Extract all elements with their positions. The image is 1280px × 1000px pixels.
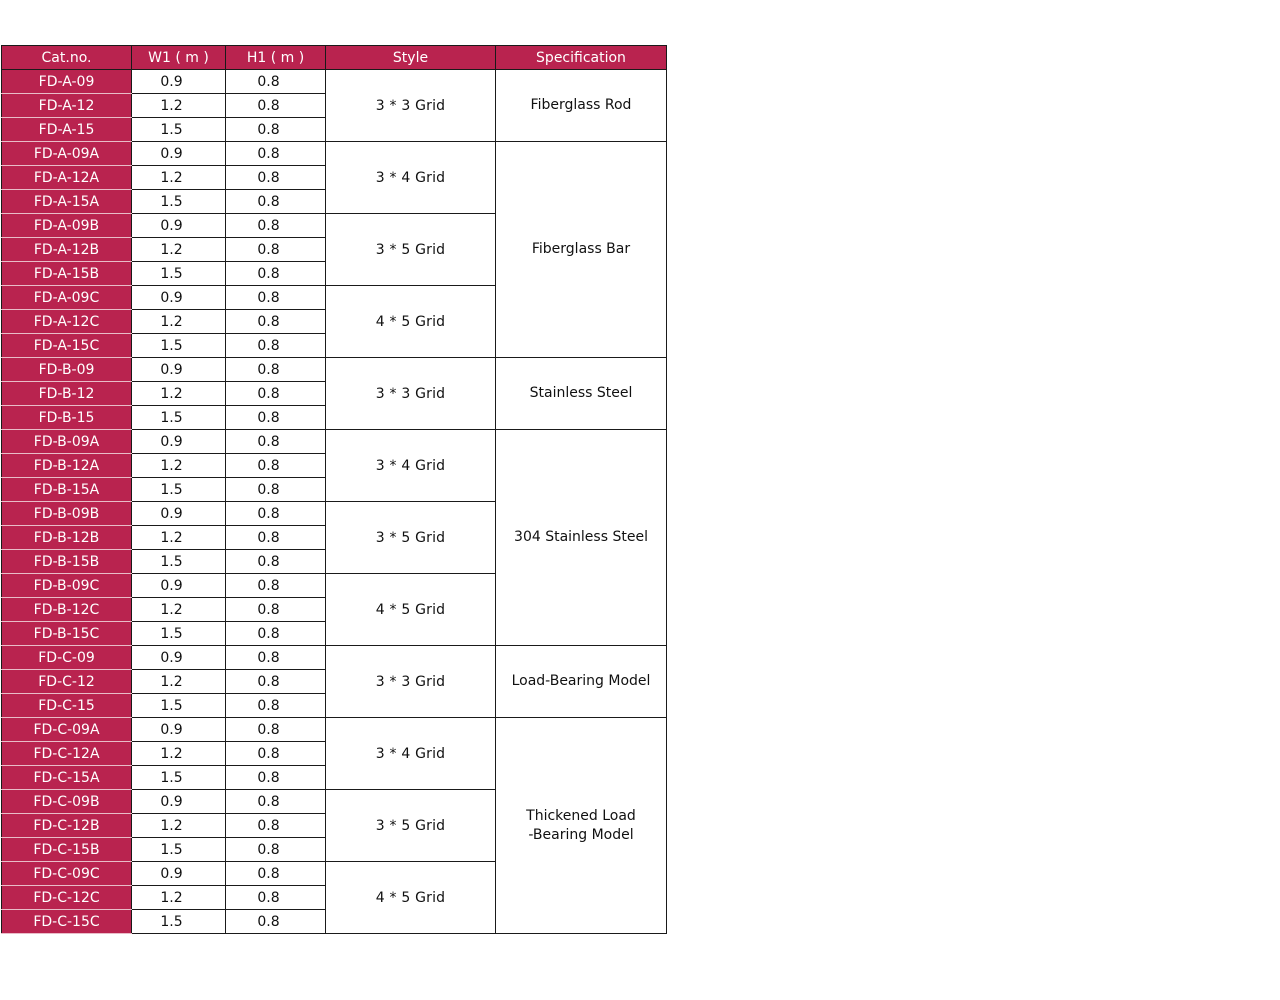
w1-cell: 1.2 [132, 238, 226, 262]
style-cell: 3 * 3 Grid [326, 70, 496, 142]
cat-no-cell: FD-B-09B [2, 502, 132, 526]
h1-cell: 0.8 [226, 262, 326, 286]
style-cell: 3 * 4 Grid [326, 430, 496, 502]
h1-cell: 0.8 [226, 550, 326, 574]
specification-cell: 304 Stainless Steel [496, 430, 667, 646]
w1-cell: 1.5 [132, 550, 226, 574]
w1-cell: 1.5 [132, 622, 226, 646]
cat-no-cell: FD-A-09 [2, 70, 132, 94]
w1-cell: 1.2 [132, 742, 226, 766]
style-cell: 3 * 3 Grid [326, 358, 496, 430]
h1-cell: 0.8 [226, 310, 326, 334]
style-cell: 3 * 4 Grid [326, 718, 496, 790]
w1-cell: 0.9 [132, 862, 226, 886]
w1-cell: 1.5 [132, 694, 226, 718]
w1-cell: 1.5 [132, 838, 226, 862]
style-cell: 3 * 4 Grid [326, 142, 496, 214]
w1-cell: 0.9 [132, 430, 226, 454]
table-row [2, 142, 667, 166]
style-cell: 4 * 5 Grid [326, 286, 496, 358]
cat-no-cell: FD-C-15B [2, 838, 132, 862]
w1-cell: 1.2 [132, 310, 226, 334]
w1-cell: 1.2 [132, 166, 226, 190]
h1-cell: 0.8 [226, 190, 326, 214]
w1-cell: 0.9 [132, 70, 226, 94]
cat-no-cell: FD-B-15A [2, 478, 132, 502]
w1-cell: 0.9 [132, 214, 226, 238]
h1-cell: 0.8 [226, 862, 326, 886]
cat-no-cell: FD-B-09 [2, 358, 132, 382]
w1-cell: 1.5 [132, 406, 226, 430]
specification-cell: Fiberglass Bar [496, 142, 667, 358]
cat-no-cell: FD-B-15 [2, 406, 132, 430]
w1-cell: 1.5 [132, 910, 226, 934]
w1-cell: 1.5 [132, 262, 226, 286]
w1-cell: 0.9 [132, 286, 226, 310]
style-cell: 3 * 5 Grid [326, 790, 496, 862]
w1-cell: 1.2 [132, 886, 226, 910]
h1-cell: 0.8 [226, 430, 326, 454]
style-cell: 3 * 5 Grid [326, 214, 496, 286]
h1-cell: 0.8 [226, 142, 326, 166]
cat-no-cell: FD-B-15B [2, 550, 132, 574]
h1-cell: 0.8 [226, 598, 326, 622]
table-row [2, 70, 667, 94]
header-w1: W1 ( m ) [132, 46, 226, 70]
w1-cell: 0.9 [132, 574, 226, 598]
spec-table [1, 45, 667, 934]
w1-cell: 1.5 [132, 766, 226, 790]
cat-no-cell: FD-A-15C [2, 334, 132, 358]
h1-cell: 0.8 [226, 694, 326, 718]
h1-cell: 0.8 [226, 814, 326, 838]
w1-cell: 0.9 [132, 358, 226, 382]
w1-cell: 1.2 [132, 382, 226, 406]
h1-cell: 0.8 [226, 742, 326, 766]
w1-cell: 1.5 [132, 478, 226, 502]
w1-cell: 0.9 [132, 790, 226, 814]
h1-cell: 0.8 [226, 238, 326, 262]
h1-cell: 0.8 [226, 526, 326, 550]
cat-no-cell: FD-A-12B [2, 238, 132, 262]
h1-cell: 0.8 [226, 646, 326, 670]
w1-cell: 0.9 [132, 646, 226, 670]
w1-cell: 0.9 [132, 142, 226, 166]
cat-no-cell: FD-C-09C [2, 862, 132, 886]
h1-cell: 0.8 [226, 70, 326, 94]
cat-no-cell: FD-A-09B [2, 214, 132, 238]
cat-no-cell: FD-A-09C [2, 286, 132, 310]
w1-cell: 0.9 [132, 502, 226, 526]
cat-no-cell: FD-B-12 [2, 382, 132, 406]
cat-no-cell: FD-C-15A [2, 766, 132, 790]
header-specification: Specification [496, 46, 667, 70]
cat-no-cell: FD-A-12C [2, 310, 132, 334]
cat-no-cell: FD-C-15C [2, 910, 132, 934]
specification-cell: Load-Bearing Model [496, 646, 667, 718]
header-row [2, 46, 667, 70]
h1-cell: 0.8 [226, 574, 326, 598]
h1-cell: 0.8 [226, 790, 326, 814]
h1-cell: 0.8 [226, 670, 326, 694]
h1-cell: 0.8 [226, 622, 326, 646]
cat-no-cell: FD-A-15B [2, 262, 132, 286]
cat-no-cell: FD-B-09A [2, 430, 132, 454]
cat-no-cell: FD-A-09A [2, 142, 132, 166]
cat-no-cell: FD-C-09 [2, 646, 132, 670]
table-body [2, 70, 667, 934]
h1-cell: 0.8 [226, 454, 326, 478]
cat-no-cell: FD-C-12C [2, 886, 132, 910]
h1-cell: 0.8 [226, 118, 326, 142]
w1-cell: 1.5 [132, 190, 226, 214]
h1-cell: 0.8 [226, 766, 326, 790]
w1-cell: 1.2 [132, 94, 226, 118]
specification-cell: Thickened Load -Bearing Model [496, 718, 667, 934]
table-row [2, 430, 667, 454]
cat-no-cell: FD-B-12C [2, 598, 132, 622]
h1-cell: 0.8 [226, 358, 326, 382]
w1-cell: 1.2 [132, 598, 226, 622]
style-cell: 4 * 5 Grid [326, 862, 496, 934]
header-h1: H1 ( m ) [226, 46, 326, 70]
h1-cell: 0.8 [226, 214, 326, 238]
cat-no-cell: FD-C-12B [2, 814, 132, 838]
w1-cell: 1.2 [132, 814, 226, 838]
cat-no-cell: FD-C-12 [2, 670, 132, 694]
h1-cell: 0.8 [226, 478, 326, 502]
cat-no-cell: FD-C-09A [2, 718, 132, 742]
w1-cell: 1.5 [132, 334, 226, 358]
cat-no-cell: FD-C-12A [2, 742, 132, 766]
h1-cell: 0.8 [226, 334, 326, 358]
h1-cell: 0.8 [226, 382, 326, 406]
w1-cell: 0.9 [132, 718, 226, 742]
cat-no-cell: FD-C-09B [2, 790, 132, 814]
style-cell: 3 * 3 Grid [326, 646, 496, 718]
w1-cell: 1.2 [132, 670, 226, 694]
h1-cell: 0.8 [226, 502, 326, 526]
specification-cell: Stainless Steel [496, 358, 667, 430]
h1-cell: 0.8 [226, 886, 326, 910]
w1-cell: 1.2 [132, 454, 226, 478]
header-style: Style [326, 46, 496, 70]
style-cell: 4 * 5 Grid [326, 574, 496, 646]
table-row [2, 646, 667, 670]
header-cat-no: Cat.no. [2, 46, 132, 70]
w1-cell: 1.2 [132, 526, 226, 550]
table-row [2, 718, 667, 742]
cat-no-cell: FD-A-15 [2, 118, 132, 142]
cat-no-cell: FD-A-12 [2, 94, 132, 118]
h1-cell: 0.8 [226, 406, 326, 430]
specification-cell: Fiberglass Rod [496, 70, 667, 142]
h1-cell: 0.8 [226, 94, 326, 118]
style-cell: 3 * 5 Grid [326, 502, 496, 574]
cat-no-cell: FD-B-12A [2, 454, 132, 478]
w1-cell: 1.5 [132, 118, 226, 142]
h1-cell: 0.8 [226, 286, 326, 310]
h1-cell: 0.8 [226, 166, 326, 190]
cat-no-cell: FD-A-15A [2, 190, 132, 214]
h1-cell: 0.8 [226, 838, 326, 862]
cat-no-cell: FD-C-15 [2, 694, 132, 718]
h1-cell: 0.8 [226, 910, 326, 934]
cat-no-cell: FD-B-09C [2, 574, 132, 598]
cat-no-cell: FD-B-12B [2, 526, 132, 550]
table-row [2, 358, 667, 382]
cat-no-cell: FD-A-12A [2, 166, 132, 190]
h1-cell: 0.8 [226, 718, 326, 742]
cat-no-cell: FD-B-15C [2, 622, 132, 646]
